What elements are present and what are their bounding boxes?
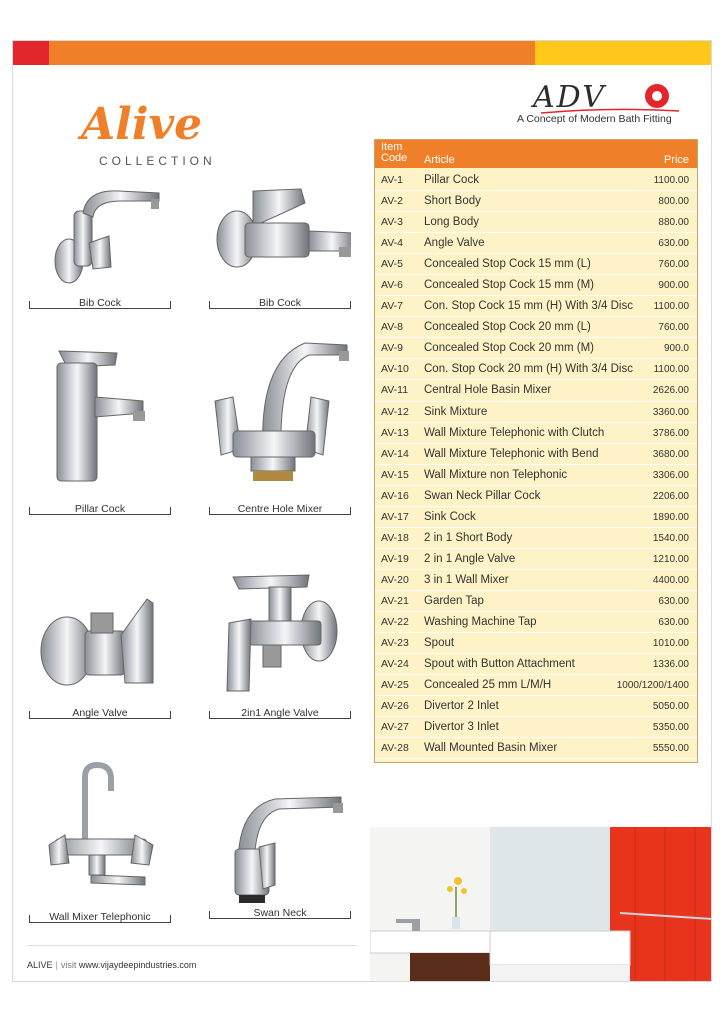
- item-code: AV-20: [381, 573, 409, 586]
- article-name: Con. Stop Cock 15 mm (H) With 3/4 Disc: [424, 300, 633, 313]
- table-row: [375, 465, 697, 486]
- item-price: 4400.00: [652, 574, 689, 586]
- article-name: Sink Cock: [424, 510, 476, 523]
- item-code: AV-26: [381, 700, 409, 713]
- two-in-one-angle-valve-icon: [209, 571, 351, 701]
- item-code: AV-24: [381, 658, 409, 671]
- footer-visit: visit: [60, 960, 77, 970]
- product-label: Bib Cock: [258, 297, 301, 309]
- item-price: 5050.00: [652, 701, 689, 713]
- color-bar: [13, 41, 712, 65]
- item-code: AV-1: [381, 174, 403, 186]
- article-name: Washing Machine Tap: [424, 615, 537, 628]
- table-row: [375, 486, 697, 507]
- footer-collection: ALIVE: [27, 960, 53, 970]
- item-price: 2626.00: [652, 385, 689, 397]
- table-row: [375, 717, 697, 738]
- item-price: 3786.00: [652, 427, 689, 439]
- article-name: Short Body: [424, 195, 481, 208]
- item-price: 3680.00: [652, 448, 689, 460]
- table-row: [375, 317, 697, 338]
- table-row: [375, 359, 697, 380]
- article-name: Garden Tap: [424, 594, 484, 607]
- article-name: Long Body: [424, 216, 479, 229]
- pillar-cock-icon: [29, 341, 171, 491]
- article-name: 2 in 1 Short Body: [424, 531, 513, 544]
- table-row: [375, 654, 697, 675]
- item-price: 1540.00: [652, 532, 689, 544]
- brand-tagline: A Concept of Modern Bath Fitting: [517, 113, 672, 125]
- article-name: Wall Mounted Basin Mixer: [424, 742, 558, 755]
- article-name: Wall Mixture Telephonic with Bend: [424, 447, 599, 460]
- product-label: Bib Cock: [78, 297, 121, 309]
- bathroom-photo: [370, 827, 712, 982]
- article-name: Divertor 3 Inlet: [424, 721, 499, 734]
- item-code: AV-28: [381, 742, 409, 755]
- item-price: 630.00: [658, 238, 689, 250]
- table-row: [375, 570, 697, 591]
- product-label: Angle Valve: [72, 707, 128, 719]
- item-code: AV-7: [381, 300, 403, 313]
- article-name: 3 in 1 Wall Mixer: [424, 573, 509, 586]
- color-bar-yellow: [535, 41, 712, 65]
- table-row: [375, 549, 697, 570]
- collection-title: Alive: [81, 99, 203, 150]
- table-row: [375, 633, 697, 654]
- item-price: 1890.00: [652, 511, 689, 523]
- color-bar-orange: [49, 41, 535, 65]
- table-row: [375, 738, 697, 759]
- article-name: Spout: [424, 637, 455, 650]
- item-price: 1100.00: [653, 364, 689, 376]
- centre-hole-mixer-icon: [209, 331, 351, 491]
- article-name: Pillar Cock: [424, 174, 479, 186]
- product-bib-cock-2: [209, 181, 351, 321]
- angle-valve-icon: [29, 591, 171, 701]
- item-code: AV-13: [381, 426, 409, 439]
- article-name: Angle Valve: [424, 237, 485, 250]
- item-price: 800.00: [658, 196, 689, 208]
- product-angle-valve: [29, 591, 171, 731]
- item-code: AV-5: [381, 258, 403, 271]
- item-code: AV-16: [381, 489, 409, 502]
- item-price: 900.00: [658, 280, 689, 292]
- article-name: Central Hole Basin Mixer: [424, 384, 552, 397]
- item-code: AV-6: [381, 279, 403, 292]
- item-price: 3306.00: [652, 469, 689, 481]
- table-body: [375, 170, 697, 759]
- item-code: AV-27: [381, 721, 409, 734]
- item-price: 760.00: [658, 322, 689, 334]
- item-code: AV-25: [381, 679, 409, 692]
- table-row: [375, 233, 697, 254]
- table-row: [375, 591, 697, 612]
- product-label: Centre Hole Mixer: [237, 503, 323, 515]
- item-price: 1000/1200/1400: [616, 680, 689, 692]
- wall-mixer-icon: [29, 761, 171, 911]
- item-price: 1010.00: [652, 638, 689, 650]
- article-name: Con. Stop Cock 20 mm (H) With 3/4 Disc: [424, 363, 633, 376]
- color-bar-red: [13, 41, 49, 65]
- item-code: AV-19: [381, 552, 409, 565]
- header-item-code: Item Code: [381, 141, 408, 164]
- product-bib-cock-1: [29, 181, 171, 321]
- table-row: [375, 212, 697, 233]
- article-name: Swan Neck Pillar Cock: [424, 489, 541, 502]
- table-row: [375, 170, 697, 191]
- item-code: AV-17: [381, 510, 409, 523]
- article-name: Divertor 2 Inlet: [424, 700, 499, 713]
- product-pillar-cock: [29, 341, 171, 531]
- table-row: [375, 296, 697, 317]
- item-price: 5350.00: [652, 722, 689, 734]
- bib-cock-icon: [209, 181, 351, 291]
- item-code: AV-9: [381, 342, 403, 355]
- advo-logo: [531, 77, 681, 117]
- table-header: [375, 140, 697, 168]
- product-2in1-angle-valve: [209, 571, 351, 731]
- swan-neck-icon: [209, 789, 351, 909]
- article-name: Wall Mixture non Telephonic: [424, 468, 568, 481]
- item-price: 1210.00: [652, 553, 689, 565]
- item-price: 630.00: [658, 616, 689, 628]
- item-price: 1336.00: [652, 659, 689, 671]
- table-row: [375, 191, 697, 212]
- table-row: [375, 507, 697, 528]
- article-name: Concealed Stop Cock 15 mm (M): [424, 279, 595, 292]
- item-code: AV-10: [381, 363, 409, 376]
- header-price: Price: [663, 154, 689, 166]
- product-swan-neck: [209, 789, 351, 929]
- article-name: Concealed Stop Cock 20 mm (M): [424, 342, 595, 355]
- product-centre-hole-mixer: [209, 331, 351, 531]
- item-price: 880.00: [658, 217, 689, 229]
- item-code: AV-8: [381, 321, 403, 334]
- catalog-page: [12, 40, 712, 982]
- header-article: Article: [424, 154, 455, 166]
- item-code: AV-18: [381, 531, 409, 544]
- table-row: [375, 528, 697, 549]
- product-wall-mixer-telephonic: [29, 761, 171, 931]
- product-label: Wall Mixer Telephonic: [49, 911, 151, 923]
- item-price: 3360.00: [652, 406, 689, 418]
- item-code: AV-23: [381, 637, 409, 650]
- item-price: 1100.00: [653, 175, 689, 186]
- table-row: [375, 380, 697, 401]
- article-name: Concealed 25 mm L/M/H: [424, 679, 552, 692]
- table-row: [375, 423, 697, 444]
- footer-website-link[interactable]: www.vijaydeepindustries.com: [78, 960, 197, 970]
- item-price: 760.00: [658, 259, 689, 271]
- item-code: AV-21: [381, 594, 409, 607]
- table-row: [375, 338, 697, 359]
- item-price: 630.00: [658, 595, 689, 607]
- item-code: AV-3: [381, 216, 403, 229]
- product-label: 2in1 Angle Valve: [241, 707, 319, 719]
- table-row: [375, 402, 697, 423]
- item-code: AV-2: [381, 195, 403, 208]
- product-label: Pillar Cock: [74, 503, 126, 515]
- item-code: AV-12: [381, 405, 409, 418]
- table-row: [375, 675, 697, 696]
- article-name: Spout with Button Attachment: [424, 658, 575, 671]
- item-price: 1100.00: [653, 301, 689, 313]
- table-row: [375, 275, 697, 296]
- table-row: [375, 444, 697, 465]
- item-code: AV-4: [381, 237, 403, 250]
- article-name: Wall Mixture Telephonic with Clutch: [424, 426, 605, 439]
- footer-separator: |: [55, 960, 58, 970]
- article-name: Concealed Stop Cock 15 mm (L): [424, 258, 591, 271]
- table-row: [375, 696, 697, 717]
- item-code: AV-11: [381, 384, 409, 397]
- table-row: [375, 612, 697, 633]
- article-name: Concealed Stop Cock 20 mm (L): [424, 321, 591, 334]
- item-code: AV-15: [381, 468, 409, 481]
- collection-subtitle: COLLECTION: [99, 154, 216, 168]
- item-price: 5550.00: [652, 743, 689, 755]
- item-code: AV-22: [381, 615, 409, 628]
- item-price: 900.0: [663, 343, 689, 355]
- footer: [27, 945, 357, 970]
- bib-cock-icon: [29, 181, 171, 291]
- table-row: [375, 254, 697, 275]
- price-table: [374, 139, 698, 763]
- article-name: Sink Mixture: [424, 405, 488, 418]
- svg-text:ADV: ADV: [533, 80, 606, 115]
- product-label: Swan Neck: [253, 907, 307, 919]
- item-price: 2206.00: [652, 490, 689, 502]
- article-name: 2 in 1 Angle Valve: [424, 552, 516, 565]
- item-code: AV-14: [381, 447, 409, 460]
